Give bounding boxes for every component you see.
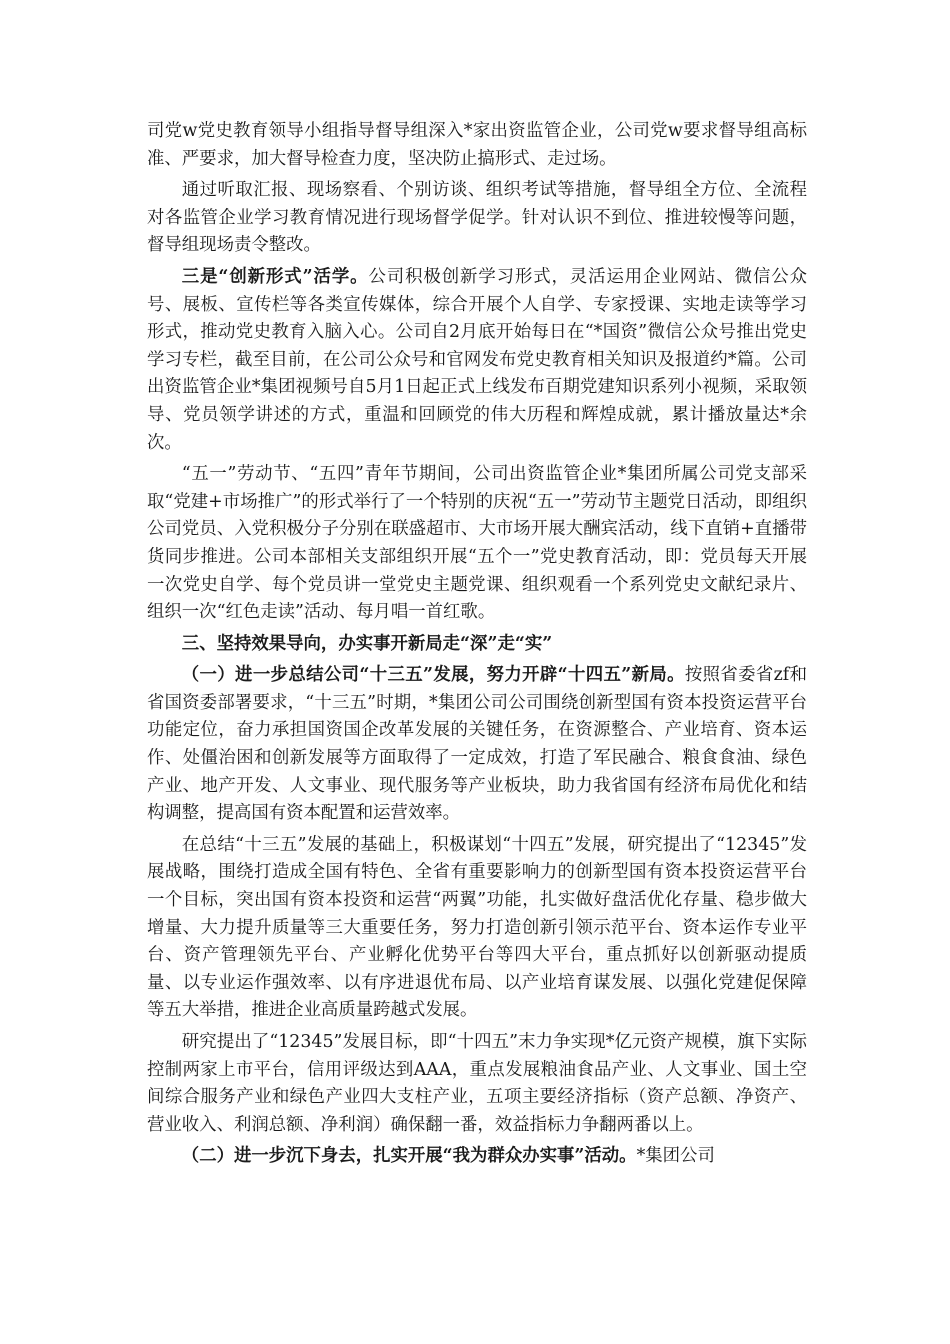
paragraph-text: 公司积极创新学习形式，灵活运用企业网站、微信公众号、展板、宣传栏等各类宣传媒体，综合开展个人自学、专家授课、实地走读等学习形式，推动党史教育入脑入心。公司自2月底开始每日在“*国资”微信公众号推出党史学习专栏，截至目前，在公司公众号和官网发布党史教育相关知识及报道约*篇。公司出资监管企业*集团视频号自5月1日起正式上线发布百期党建知识系列小视频，采取领导、党员领学讲述的方式，重温和回顾党的伟大历程和辉煌成就，累计播放量达*余次。 [147, 266, 807, 453]
paragraph-innovative-forms [147, 264, 807, 457]
paragraph-practical-matters [147, 1143, 807, 1171]
paragraph-text: 研究提出了“12345”发展目标，即“十四五”末力争实现*亿元资产规模，旗下实际控制两家上市平台，信用评级达到AAA，重点发展粮油食品产业、人文事业、国土空间综合服务产业和绿色产业四大支柱产业，五项主要经济指标（资产总额、净资产、营业收入、利润总额、净利润）确保翻一番，效益指标力争翻两番以上。 [147, 1032, 807, 1135]
paragraph-supervision [147, 177, 807, 260]
paragraph-13th-five-year [147, 662, 807, 828]
paragraph-text: 通过听取汇报、现场察看、个别访谈、组织考试等措施，督导组全方位、全流程对各监管企业学习教育情况进行现场督学促学。针对认识不到位、推进较慢等问题，督导组现场责令整改。 [147, 180, 807, 256]
paragraph-text: *集团公司 [636, 1146, 715, 1167]
paragraph-goals [147, 1029, 807, 1139]
paragraph-lead: 三是“创新形式”活学。 [181, 266, 369, 287]
document-page [147, 118, 807, 1171]
paragraph-text: 司党w党史教育领导小组指导督导组深入*家出资监管企业，公司党w要求督导组高标准、严要求，加大督导检查力度，坚决防止搞形式、走过场。 [147, 121, 807, 169]
paragraph-text: 按照省委省zf和省国资委部署要求，“十三五”时期，*集团公司公司围绕创新型国有资本投资运营平台功能定位，奋力承担国资国企改革发展的关键任务，在资源整合、产业培育、资本运作、处僵治困和创新发展等方面取得了一定成效，打造了军民融合、粮食食油、绿色产业、地产开发、人文事业、现代服务等产业板块，助力我省国有经济布局优化和结构调整，提高国有资本配置和运营效率。 [147, 665, 807, 824]
section-heading: 三、坚持效果导向，办实事开新局走“深”走“实” [181, 633, 553, 654]
paragraph-strategy [147, 832, 807, 1025]
paragraph-lead: （一）进一步总结公司“十三五”发展，努力开辟“十四五”新局。 [181, 665, 685, 686]
paragraph-may-day [147, 461, 807, 627]
paragraph-text: “五一”劳动节、“五四”青年节期间，公司出资监管企业*集团所属公司党支部采取“党建+市场推广”的形式举行了一个特别的庆祝“五一”劳动节主题党日活动，即组织公司党员、入党积极分子分别在联盛超市、大市场开展大酬宾活动，线下直销+直播带货同步推进。公司本部相关支部组织开展“五个一”党史教育活动，即：党员每天开展一次党史自学、每个党员讲一堂党史主题党课、组织观看一个系列党史文献纪录片、组织一次“红色走读”活动、每月唱一首红歌。 [147, 464, 807, 623]
paragraph-lead: （二）进一步沉下身去，扎实开展“我为群众办实事”活动。 [181, 1146, 637, 1167]
paragraph-text: 在总结“十三五”发展的基础上，积极谋划“十四五”发展，研究提出了“12345”发展战略，围绕打造成全国有特色、全省有重要影响力的创新型国有资本投资运营平台一个目标，突出国有资本投资和运营“两翼”功能，扎实做好盘活优化存量、稳步做大增量、大力提升质量等三大重要任务，努力打造创新引领示范平台、资本运作专业平台、资产管理领先平台、产业孵化优势平台等四大平台，重点抓好以创新驱动提质量、以专业运作强效率、以有序进退优布局、以产业培育谋发展、以强化党建促保障等五大举措，推进企业高质量跨越式发展。 [147, 834, 807, 1021]
paragraph-continuation [147, 118, 807, 173]
